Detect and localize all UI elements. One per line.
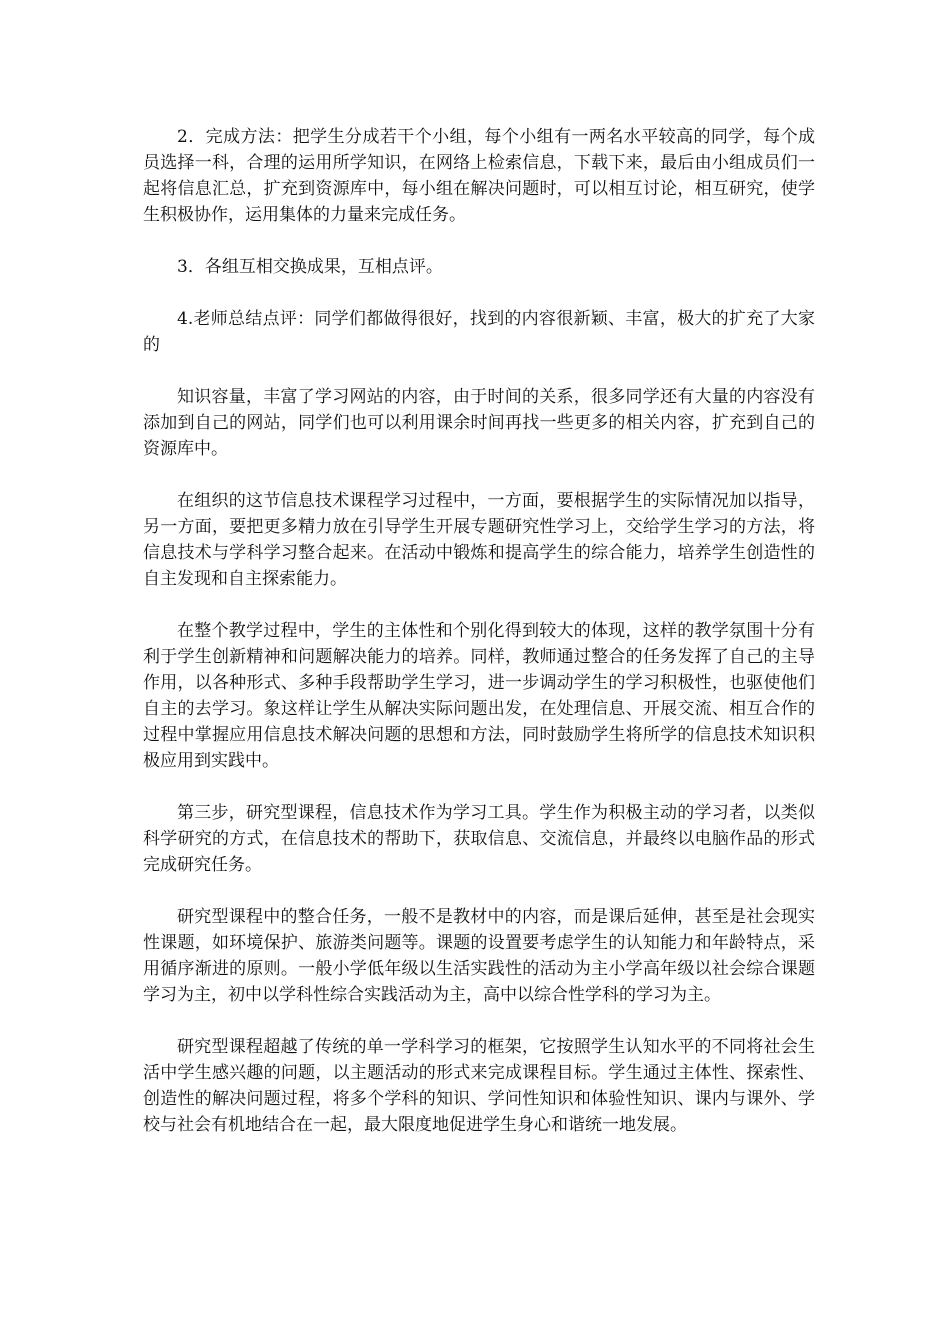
paragraph-teaching-process: 在整个教学过程中，学生的主体性和个别化得到较大的体现，这样的教学氛围十分有利于学生创新精神和问题解决能力的培养。同样，教师通过整合的任务发挥了自己的主导作用，以各种形式、多种手段帮助学生学习，进一步调动学生的学习积极性，也驱使他们自主的去学习。象这样让学生从解决实际问题出发，在处理信息、开展交流、相互合作的过程中掌握应用信息技术解决问题的思想和方法，同时鼓励学生将所学的信息技术知识积极应用到实践中。 — [143, 621, 815, 771]
paragraph-course-organization: 在组织的这节信息技术课程学习过程中，一方面，要根据学生的实际情况加以指导，另一方面，要把更多精力放在引导学生开展专题研究性学习上，交给学生学习的方法，将信息技术与学科学习整合起来。在活动中锻炼和提高学生的综合能力，培养学生创造性的自主发现和自主探索能力。 — [143, 491, 815, 589]
document-body — [143, 124, 815, 1164]
paragraph-knowledge-capacity: 知识容量，丰富了学习网站的内容，由于时间的关系，很多同学还有大量的内容没有添加到自己的网站，同学们也可以利用课余时间再找一些更多的相关内容，扩充到自己的资源库中。 — [143, 387, 815, 459]
paragraph-step-three: 第三步，研究型课程，信息技术作为学习工具。学生作为积极主动的学习者，以类似科学研究的方式，在信息技术的帮助下，获取信息、交流信息，并最终以电脑作品的形式完成研究任务。 — [143, 803, 815, 875]
paragraph-research-course: 研究型课程超越了传统的单一学科学习的框架，它按照学生认知水平的不同将社会生活中学生感兴趣的问题，以主题活动的形式来完成课程目标。学生通过主体性、探索性、创造性的解决问题过程，将多个学科的知识、学问性知识和体验性知识、课内与课外、学校与社会有机地结合在一起，最大限度地促进学生身心和谐统一地发展。 — [143, 1037, 815, 1135]
paragraph-method: 2．完成方法：把学生分成若干个小组，每个小组有一两名水平较高的同学，每个成员选择一科，合理的运用所学知识，在网络上检索信息，下载下来，最后由小组成员们一起将信息汇总，扩充到资源库中，每小组在解决问题时，可以相互讨论，相互研究，使学生积极协作，运用集体的力量来完成任务。 — [143, 127, 815, 225]
paragraph-teacher-summary: 4.老师总结点评：同学们都做得很好，找到的内容很新颖、丰富，极大的扩充了大家的 — [143, 309, 815, 355]
paragraph-integration-tasks: 研究型课程中的整合任务，一般不是教材中的内容，而是课后延伸，甚至是社会现实性课题，如环境保护、旅游类问题等。课题的设置要考虑学生的认知能力和年龄特点，采用循序渐进的原则。一般小学低年级以生活实践性的活动为主小学高年级以社会综合课题学习为主，初中以学科性综合实践活动为主，高中以综合性学科的学习为主。 — [143, 907, 815, 1005]
paragraph-exchange-results: 3．各组互相交换成果，互相点评。 — [177, 257, 443, 277]
